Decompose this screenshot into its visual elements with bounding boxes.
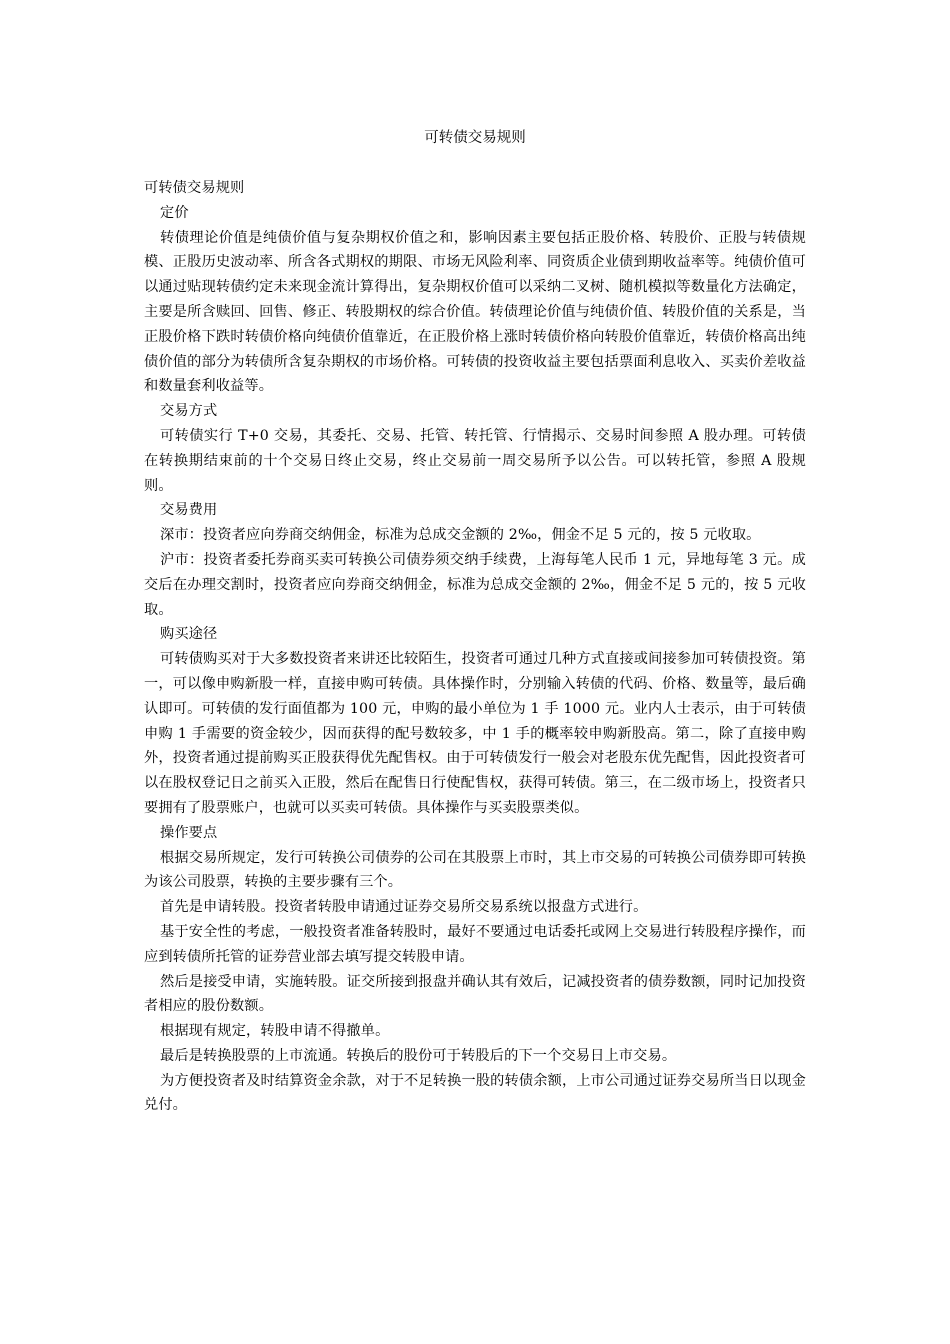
section-heading-pricing: 定价 <box>160 204 189 221</box>
paragraph-trading-method: 可转债实行 T+0 交易，其委托、交易、托管、转托管、行情揭示、交易时间参照 A 股办理。可转债在转换期结束前的十个交易日终止交易，终止交易前一周交易所予以公告。可以转托管，参照 A 股规则。 <box>144 427 806 494</box>
paragraph-operation-intro: 根据交易所规定，发行可转换公司债券的公司在其股票上市时，其上市交易的可转换公司债券即可转换为该公司股票，转换的主要步骤有三个。 <box>144 849 806 891</box>
paragraph-purchase-channels: 可转债购买对于大多数投资者来讲还比较陌生，投资者可通过几种方式直接或间接参加可转债投资。第一，可以像申购新股一样，直接申购可转债。具体操作时，分别输入转债的代码、价格、数量等，最后确认即可。可转债的发行面值都为 100 元，申购的最小单位为 1 手 1000 元。业内人士表示，由于可转债申购 1 手需要的资金较少，因而获得的配号数较多，中 1 手的概率较申购新股高。第二，除了直接申购外，投资者通过提前购买正股获得优先配售权。由于可转债发行一般会对老股东优先配售，因此投资者可以在股权登记日之前买入正股，然后在配售日行使配售权，获得可转债。第三，在二级市场上，投资者只要拥有了股票账户，也就可以买卖可转债。具体操作与买卖股票类似。 <box>144 651 806 816</box>
paragraph-step-listing: 最后是转换股票的上市流通。转换后的股份可于转股后的下一个交易日上市交易。 <box>160 1047 677 1064</box>
section-heading-trading-fees: 交易费用 <box>160 502 218 519</box>
document-heading: 可转债交易规则 <box>144 180 245 196</box>
paragraph-step-accept: 然后是接受申请，实施转股。证交所接到报盘并确认其有效后，记减投资者的债券数额，同时记加投资者相应的股份数额。 <box>144 973 806 1015</box>
section-heading-purchase-channels: 购买途径 <box>160 626 218 643</box>
section-heading-operation-points: 操作要点 <box>160 824 218 841</box>
paragraph-pricing: 转债理论价值是纯债价值与复杂期权价值之和，影响因素主要包括正股价格、转股价、正股与转债规模、正股历史波动率、所含各式期权的期限、市场无风险利率、同资质企业债到期收益率等。纯债价值可以通过贴现转债约定未来现金流计算得出，复杂期权价值可以采纳二叉树、随机模拟等数量化方法确定，主要是所含赎回、回售、修正、转股期权的综合价值。转债理论价值与纯债价值、转股价值的关系是，当正股价格下跌时转债价格向纯债价值靠近，在正股价格上涨时转债价格向转股价值靠近，转债价格高出纯债价值的部分为转债所含复杂期权的市场价格。可转债的投资收益主要包括票面利息收入、买卖价差收益和数量套利收益等。 <box>144 229 806 395</box>
paragraph-cash-settlement: 为方便投资者及时结算资金余款，对于不足转换一股的转债余额，上市公司通过证券交易所当日以现金兑付。 <box>144 1072 806 1114</box>
paragraph-no-cancel: 根据现有规定，转股申请不得撤单。 <box>160 1023 390 1040</box>
paragraph-step-apply: 首先是申请转股。投资者转股申请通过证券交易所交易系统以报盘方式进行。 <box>160 899 648 916</box>
document-title: 可转债交易规则 <box>424 130 526 146</box>
paragraph-fees-shanghai: 沪市：投资者委托券商买卖可转换公司债券须交纳手续费，上海每笔人民币 1 元，异地每笔 3 元。成交后在办理交割时，投资者应向券商交纳佣金，标准为总成交金额的 2‰，佣金不足 5 元的，按 5 元收取。 <box>144 551 806 618</box>
paragraph-safety-note: 基于安全性的考虑，一般投资者准备转股时，最好不要通过电话委托或网上交易进行转股程序操作，而应到转债所托管的证券营业部去填写提交转股申请。 <box>144 923 806 965</box>
paragraph-fees-shenzhen: 深市：投资者应向券商交纳佣金，标准为总成交金额的 2‰，佣金不足 5 元的，按 5 元收取。 <box>160 527 761 544</box>
section-heading-trading-method: 交易方式 <box>160 403 218 420</box>
document-body <box>144 176 806 1118</box>
